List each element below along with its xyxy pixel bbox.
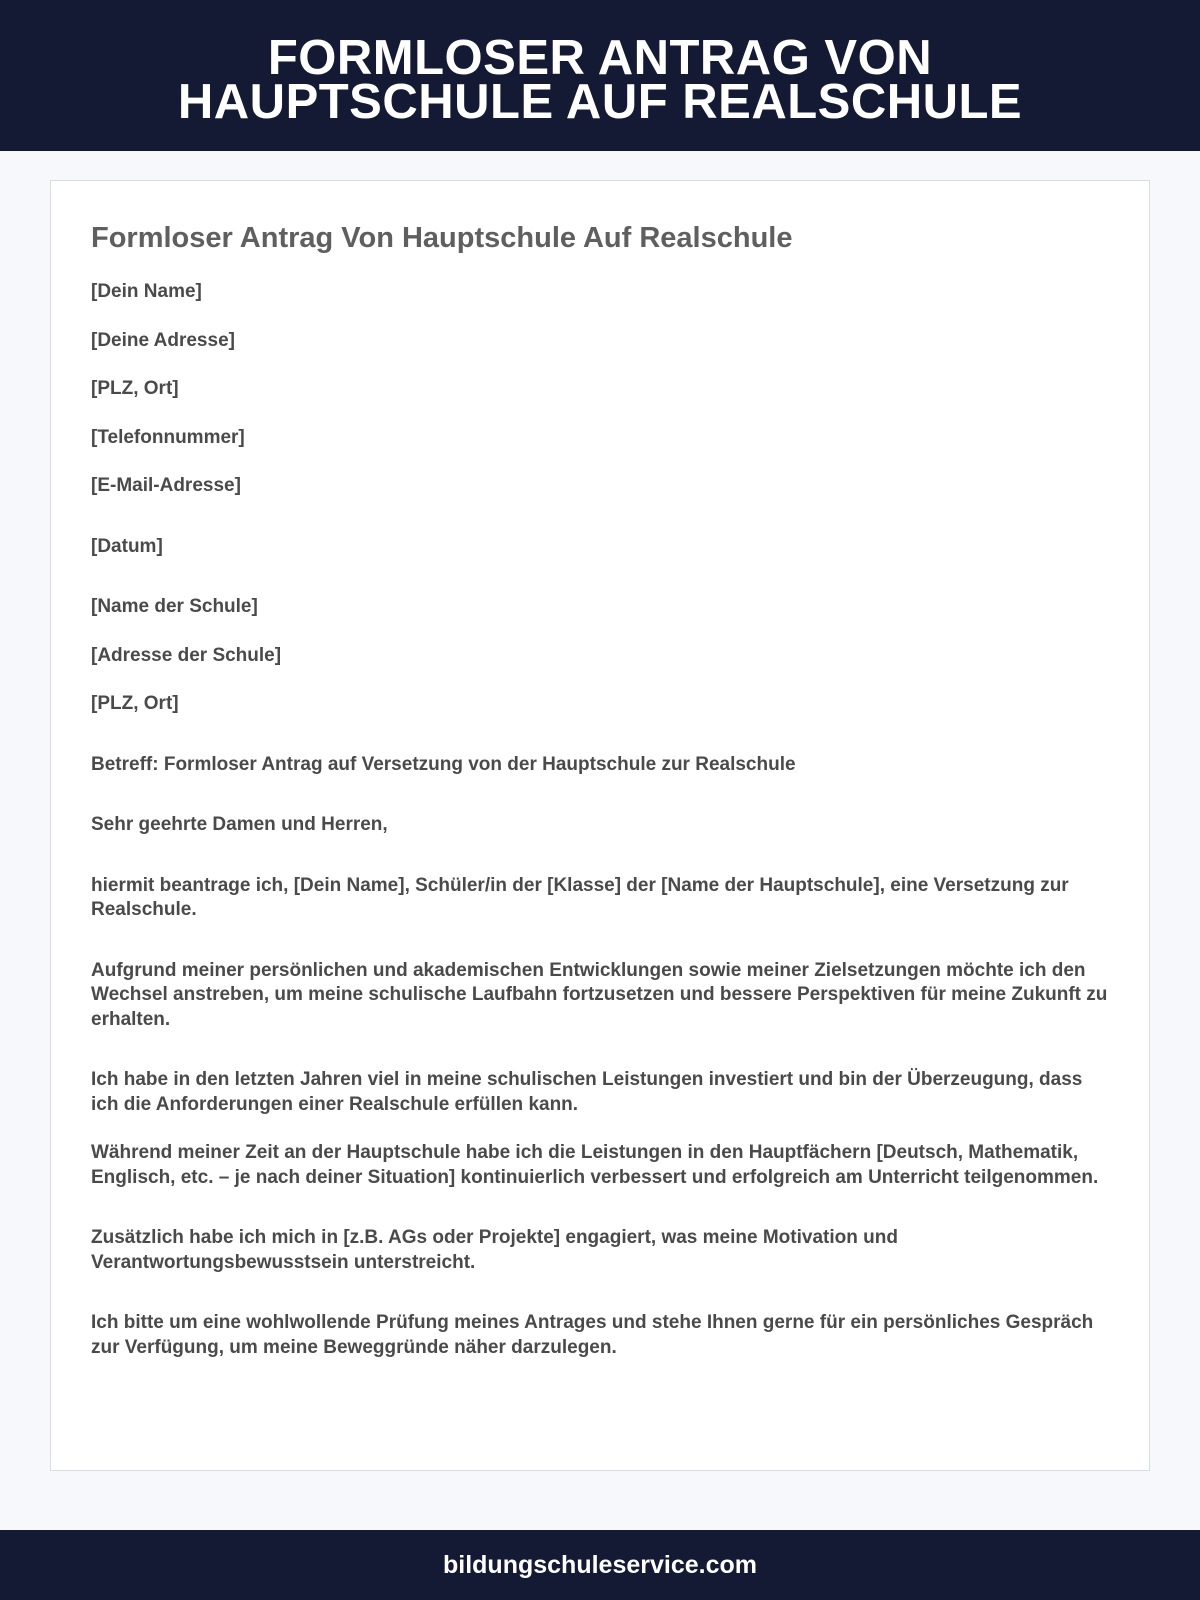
letter-paragraph: Ich bitte um eine wohlwollende Prüfung meines Antrages und stehe Ihnen gerne für ein persönliches Gespräch zur Verfügung, um meine Beweggründe näher darzulegen. xyxy=(91,1312,1094,1358)
recipient-school-name: [Name der Schule] xyxy=(91,596,258,617)
sender-email: [E-Mail-Adresse] xyxy=(91,475,241,496)
sender-phone: [Telefonnummer] xyxy=(91,426,245,448)
banner-title: FORMLOSER ANTRAG VON HAUPTSCHULE AUF REALSCHULE xyxy=(177,30,1023,129)
recipient-school-address: [Adresse der Schule] xyxy=(91,644,282,666)
sender-address: [Deine Adresse] xyxy=(91,329,235,351)
header-banner xyxy=(0,0,1200,151)
letter-paragraph: Während meiner Zeit an der Hauptschule habe ich die Leistungen in den Hauptfächern [Deutsch, Mathematik, Englisch, etc. – je nach deiner Situation] kontinuierlich verbessert und erfolgreich am Unterricht teilgenommen. xyxy=(91,1142,1099,1188)
document-title: Formloser Antrag Von Hauptschule Auf Realschule xyxy=(91,222,793,254)
sender-name: [Dein Name] xyxy=(91,281,202,302)
document-card xyxy=(50,180,1150,1471)
footer-site-link[interactable]: bildungschuleservice.com xyxy=(443,1550,757,1579)
letter-subject: Betreff: Formloser Antrag auf Versetzung von der Hauptschule zur Realschule xyxy=(91,753,796,775)
letter-paragraph: Aufgrund meiner persönlichen und akademischen Entwicklungen sowie meiner Zielsetzungen möchte ich den Wechsel anstreben, um meine schulische Laufbahn fortzusetzen und bessere Perspektiven für meine Zukunft zu erhalten. xyxy=(91,959,1108,1030)
letter-salutation: Sehr geehrte Damen und Herren, xyxy=(91,814,388,835)
letter-paragraph: Ich habe in den letzten Jahren viel in meine schulischen Leistungen investiert und bin der Überzeugung, dass ich die Anforderungen einer Realschule erfüllen kann. xyxy=(91,1069,1083,1115)
recipient-block xyxy=(91,595,1111,717)
letter-date: [Datum] xyxy=(91,535,163,557)
sender-zip-city: [PLZ, Ort] xyxy=(91,378,179,399)
footer-banner xyxy=(0,1530,1200,1600)
sender-block xyxy=(91,280,1111,499)
letter-paragraph: Zusätzlich habe ich mich in [z.B. AGs oder Projekte] engagiert, was meine Motivation und Verantwortungsbewusstsein unterstreicht. xyxy=(91,1227,898,1273)
document-body xyxy=(91,221,1111,1360)
letter-paragraph: hiermit beantrage ich, [Dein Name], Schüler/in der [Klasse] der [Name der Hauptschule], eine Versetzung zur Realschule. xyxy=(91,874,1069,920)
recipient-zip-city: [PLZ, Ort] xyxy=(91,693,179,714)
